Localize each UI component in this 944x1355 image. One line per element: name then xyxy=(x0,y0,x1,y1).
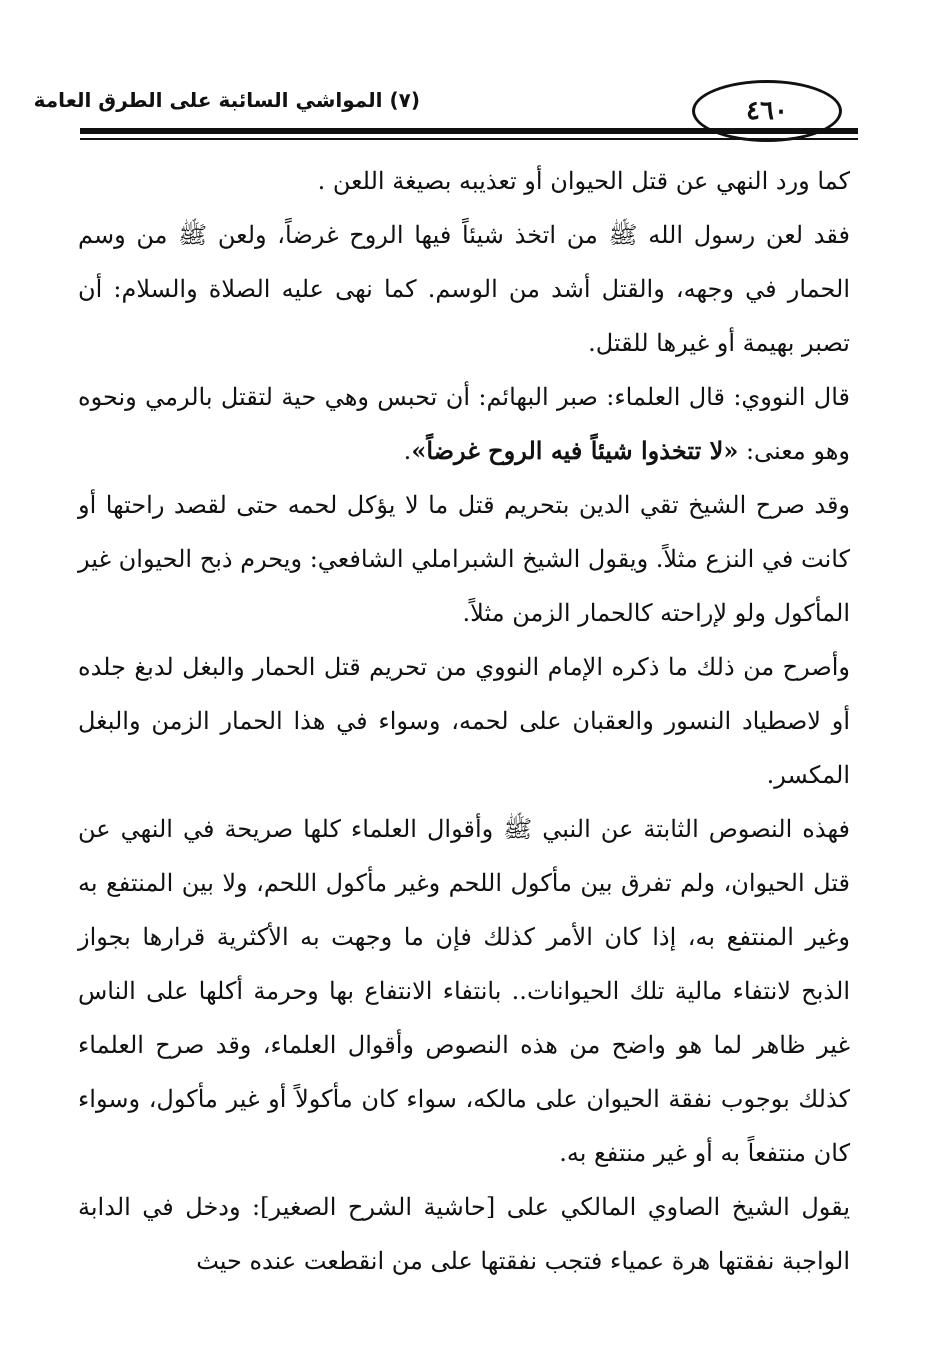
paragraph-2: فقد لعن رسول الله ﷺ من اتخذ شيئاً فيها الروح غرضاً، ولعن ﷺ من وسم الحمار في وجهه، والقتل أشد من الوسم. كما نهى عليه الصلاة والسلام: أن تصبر بهيمة أو غيرها للقتل. xyxy=(78,221,850,357)
hadith-quote: «لا تتخذوا شيئاً فيه الروح غرضاً» xyxy=(411,436,739,465)
paragraph-3-end: . xyxy=(403,437,412,465)
paragraph-3-text: قال النووي: قال العلماء: صبر البهائم: أن تحبس وهي حية لتقتل بالرمي ونحوه وهو معنى: xyxy=(78,383,850,465)
header-rule-thin xyxy=(80,138,858,140)
paragraph-7: يقول الشيخ الصاوي المالكي على [حاشية الشرح الصغير]: ودخل في الدابة الواجبة نفقتها هرة عمياء فتجب نفقتها على من انقطعت عنده حيث xyxy=(78,1193,850,1275)
page-number: ٤٦٠ xyxy=(692,80,842,142)
paragraph-6: فهذه النصوص الثابتة عن النبي ﷺ وأقوال العلماء كلها صريحة في النهي عن قتل الحيوان، ولم تفرق بين مأكول اللحم وغير مأكول اللحم، ولا بين المنتفع به وغير المنتفع به، إذا كان الأمر كذلك فإن ما وجهت به الأكثرية قرارها بجواز الذبح لانتفاء مالية تلك الحيوانات.. بانتفاء الانتفاع بها وحرمة أكلها على الناس غير ظاهر لما هو واضح من هذه النصوص وأقوال العلماء، وقد صرح العلماء كذلك بوجوب نفقة الحيوان على مالكه، سواء كان مأكولاً أو غير مأكول، وسواء كان منتفعاً به أو غير منتفع به. xyxy=(78,815,850,1167)
paragraph-1: كما ورد النهي عن قتل الحيوان أو تعذيبه بصيغة اللعن . xyxy=(317,167,850,195)
header-rule-thick xyxy=(80,128,858,134)
paragraph-3 xyxy=(78,370,850,478)
body-text xyxy=(78,154,850,1288)
paragraph-5: وأصرح من ذلك ما ذكره الإمام النووي من تحريم قتل الحمار والبغل لدبغ جلده أو لاصطياد النسور والعقبان على لحمه، وسواء في هذا الحمار الزمن والبغل المكسر. xyxy=(78,653,850,789)
paragraph-4: وقد صرح الشيخ تقي الدين بتحريم قتل ما لا يؤكل لحمه حتى لقصد راحتها أو كانت في النزع مثلاً. ويقول الشيخ الشبراملي الشافعي: ويحرم ذبح الحيوان غير المأكول ولو لإراحته كالحمار الزمن مثلاً. xyxy=(78,491,851,627)
running-title: (٧) المواشي السائبة على الطرق العامة xyxy=(33,88,420,112)
